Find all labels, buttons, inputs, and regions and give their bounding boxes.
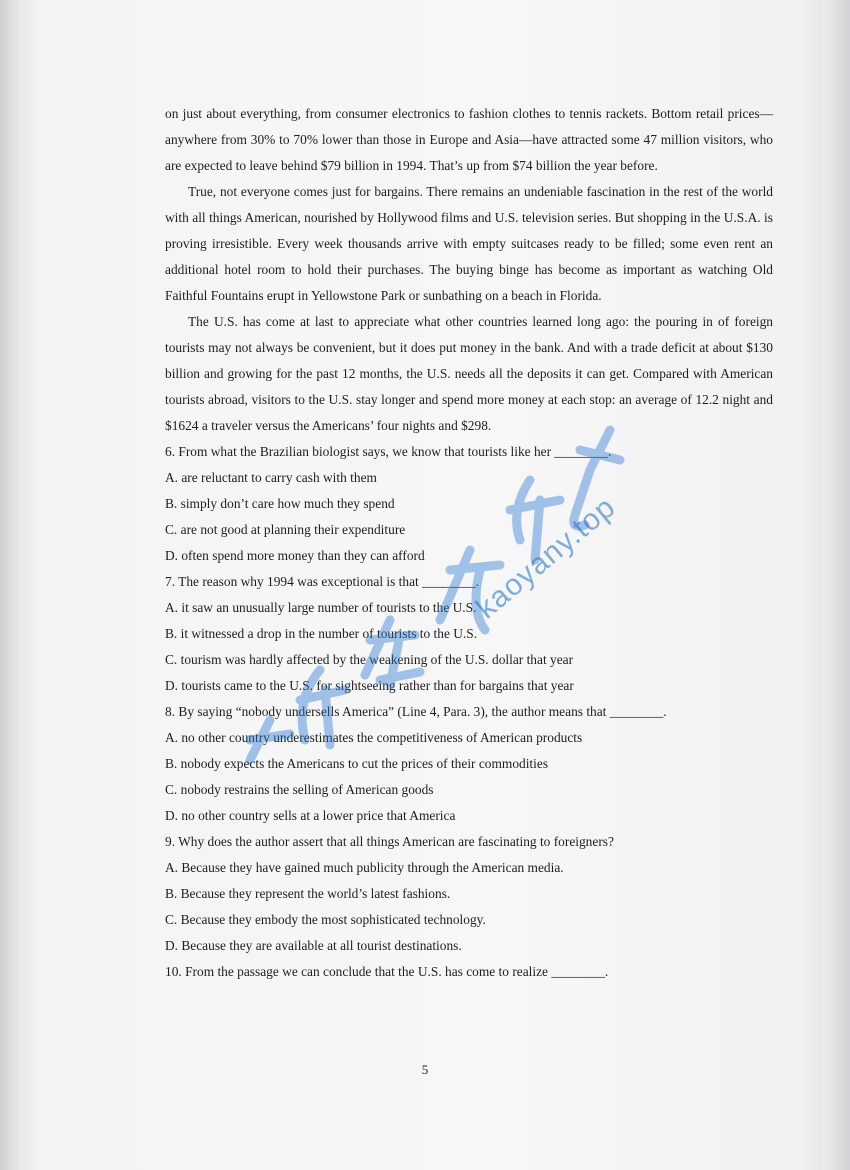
question-option: D. Because they are available at all tourist destinations.: [165, 938, 462, 953]
question-8: [165, 699, 773, 829]
question-stem: 10. From the passage we can conclude that the U.S. has come to realize ________.: [165, 964, 609, 979]
question-7: [165, 569, 773, 699]
question-option: B. simply don’t care how much they spend: [165, 496, 395, 511]
question-option: C. Because they embody the most sophisticated technology.: [165, 912, 486, 927]
question-option: D. no other country sells at a lower price that America: [165, 808, 456, 823]
question-option: D. often spend more money than they can afford: [165, 548, 425, 563]
passage-paragraph: True, not everyone comes just for bargains. There remains an undeniable fascination in the rest of the world with all things American, nourished by Hollywood films and U.S. television series. But shopping in the U.S.A. is proving irresistible. Every week thousands arrive with empty suitcases ready to be filled; some even rent an additional hotel room to hold their purchases. The buying binge has become as important as watching Old Faithful Fountains erupt in Yellowstone Park or sunbathing on a beach in Florida.: [165, 184, 773, 303]
question-option: B. it witnessed a drop in the number of tourists to the U.S.: [165, 626, 478, 641]
passage-paragraph: The U.S. has come at last to appreciate what other countries learned long ago: the pouring in of foreign tourists may not always be convenient, but it does put money in the bank. And with a trade deficit at about $130 billion and growing for the past 12 months, the U.S. needs all the deposits it can get. Compared with American tourists abroad, visitors to the U.S. stay longer and spend more money at each stop: an average of 12.2 night and $1624 a traveler versus the Americans’ four nights and $298.: [165, 314, 773, 433]
question-option: C. tourism was hardly affected by the weakening of the U.S. dollar that year: [165, 652, 574, 667]
question-stem: 8. By saying “nobody undersells America” (Line 4, Para. 3), the author means that ________.: [165, 704, 667, 719]
question-option: C. are not good at planning their expenditure: [165, 522, 406, 537]
question-option: A. are reluctant to carry cash with them: [165, 470, 377, 485]
question-10: [165, 959, 773, 985]
question-option: D. tourists came to the U.S. for sightseeing rather than for bargains that year: [165, 678, 574, 693]
question-option: A. Because they have gained much publicity through the American media.: [165, 860, 564, 875]
question-6: [165, 439, 773, 569]
question-stem: 6. From what the Brazilian biologist says, we know that tourists like her ________.: [165, 444, 612, 459]
question-option: C. nobody restrains the selling of American goods: [165, 782, 434, 797]
question-option: A. no other country underestimates the competitiveness of American products: [165, 730, 583, 745]
question-option: B. nobody expects the Americans to cut the prices of their commodities: [165, 756, 549, 771]
question-stem: 7. The reason why 1994 was exceptional is that ________.: [165, 574, 479, 589]
question-9: [165, 829, 773, 959]
question-stem: 9. Why does the author assert that all things American are fascinating to foreigners?: [165, 834, 614, 849]
exam-text-body: [165, 101, 773, 985]
page-left-edge-shadow: [0, 0, 22, 1170]
watermark-url: kaoyany.top: [470, 490, 622, 626]
passage-paragraph: on just about everything, from consumer electronics to fashion clothes to tennis rackets. Bottom retail prices—anywhere from 30% to 70% lower than those in Europe and Asia—have attracted some 47 million visitors, who are expected to leave behind $79 billion in 1994. That’s up from $74 billion the year before.: [165, 106, 773, 173]
question-option: B. Because they represent the world’s latest fashions.: [165, 886, 451, 901]
question-option: A. it saw an unusually large number of tourists to the U.S.: [165, 600, 477, 615]
page-number: 5: [421, 1062, 429, 1077]
page-right-edge-shadow: [822, 0, 850, 1170]
